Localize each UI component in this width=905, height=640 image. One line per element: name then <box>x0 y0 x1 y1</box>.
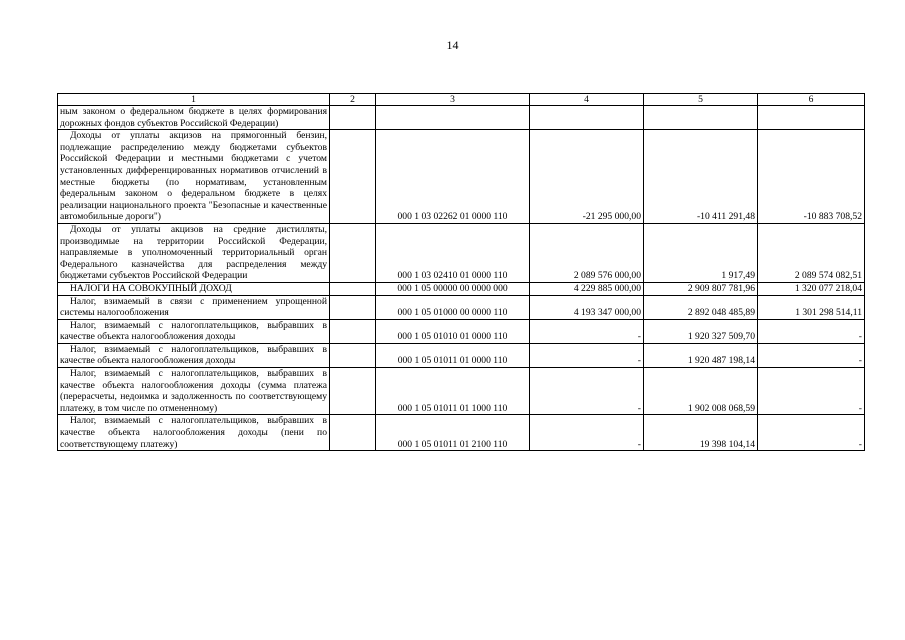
row-col4: - <box>530 415 644 451</box>
row-description: Доходы от уплаты акцизов на средние дистилляты, производимые на территории Российской Федерации, направляемые в уполномоченный территориальный орган Федерального казначейства для распределения между бюджетами субъектов Российской Федерации <box>58 223 330 282</box>
row-description: Налог, взимаемый с налогоплательщиков, выбравших в качестве объекта налогообложения доходы (пени по соответствующему платежу) <box>58 415 330 451</box>
row-col2 <box>330 130 376 224</box>
row-col2 <box>330 343 376 367</box>
row-col2 <box>330 415 376 451</box>
column-header-3: 3 <box>376 94 530 106</box>
row-col4: 4 229 885 000,00 <box>530 282 644 295</box>
row-col6: -10 883 708,52 <box>758 130 865 224</box>
row-col6: - <box>758 415 865 451</box>
page-number: 14 <box>446 38 459 52</box>
row-code: 000 1 05 01011 01 1000 110 <box>376 368 530 415</box>
row-code: 000 1 03 02262 01 0000 110 <box>376 130 530 224</box>
table-row <box>58 319 865 343</box>
row-code: 000 1 05 01011 01 0000 110 <box>376 343 530 367</box>
table-row <box>58 343 865 367</box>
row-code: 000 1 05 01011 01 2100 110 <box>376 415 530 451</box>
row-col2 <box>330 223 376 282</box>
row-description: ным законом о федеральном бюджете в целях формирования дорожных фондов субъектов Российской Федерации) <box>58 106 330 130</box>
row-col5: 1 920 327 509,70 <box>644 319 758 343</box>
row-col5: 2 892 048 485,89 <box>644 295 758 319</box>
table-row <box>58 368 865 415</box>
row-col6 <box>758 106 865 130</box>
row-col2 <box>330 319 376 343</box>
row-code <box>376 106 530 130</box>
row-col6: 1 301 298 514,11 <box>758 295 865 319</box>
row-col4: 2 089 576 000,00 <box>530 223 644 282</box>
row-col5: 1 917,49 <box>644 223 758 282</box>
row-col2 <box>330 368 376 415</box>
row-code: 000 1 05 01000 00 0000 110 <box>376 295 530 319</box>
row-col5: 2 909 807 781,96 <box>644 282 758 295</box>
row-description: Налог, взимаемый с налогоплательщиков, выбравших в качестве объекта налогообложения доходы (сумма платежа (перерасчеты, недоимка и задолженность по соответствующему платежу, в том числе по отмененному) <box>58 368 330 415</box>
row-col6: - <box>758 368 865 415</box>
table-row-section <box>58 282 865 295</box>
row-col2 <box>330 295 376 319</box>
table-row <box>58 295 865 319</box>
row-description: НАЛОГИ НА СОВОКУПНЫЙ ДОХОД <box>58 282 330 295</box>
row-col5: 19 398 104,14 <box>644 415 758 451</box>
row-col6: 1 320 077 218,04 <box>758 282 865 295</box>
column-header-row <box>58 94 865 106</box>
row-col4: - <box>530 319 644 343</box>
table-row <box>58 130 865 224</box>
row-col4: - <box>530 368 644 415</box>
row-code: 000 1 03 02410 01 0000 110 <box>376 223 530 282</box>
row-code: 000 1 05 00000 00 0000 000 <box>376 282 530 295</box>
row-description: Налог, взимаемый с налогоплательщиков, выбравших в качестве объекта налогообложения доходы <box>58 319 330 343</box>
row-description: Налог, взимаемый в связи с применением упрощенной системы налогообложения <box>58 295 330 319</box>
column-header-2: 2 <box>330 94 376 106</box>
column-header-6: 6 <box>758 94 865 106</box>
table-row <box>58 106 865 130</box>
row-description: Доходы от уплаты акцизов на прямогонный бензин, подлежащие распределению между бюджетами субъектов Российской Федерации и местными бюджетами с учетом установленных дифференцированных нормативов отчислений в местные бюджеты (по нормативам, установленным федеральным законом о федеральном бюджете в целях реализации национального проекта "Безопасные и качественные автомобильные дороги") <box>58 130 330 224</box>
row-description: Налог, взимаемый с налогоплательщиков, выбравших в качестве объекта налогообложения доходы <box>58 343 330 367</box>
row-col5: 1 902 008 068,59 <box>644 368 758 415</box>
row-code: 000 1 05 01010 01 0000 110 <box>376 319 530 343</box>
row-col5: 1 920 487 198,14 <box>644 343 758 367</box>
table-row <box>58 223 865 282</box>
column-header-1: 1 <box>58 94 330 106</box>
column-header-4: 4 <box>530 94 644 106</box>
row-col6: 2 089 574 082,51 <box>758 223 865 282</box>
row-col6: - <box>758 319 865 343</box>
row-col5 <box>644 106 758 130</box>
table-row <box>58 415 865 451</box>
column-header-5: 5 <box>644 94 758 106</box>
row-col5: -10 411 291,48 <box>644 130 758 224</box>
row-col4: - <box>530 343 644 367</box>
budget-table <box>57 93 865 451</box>
row-col2 <box>330 106 376 130</box>
row-col4: -21 295 000,00 <box>530 130 644 224</box>
row-col6: - <box>758 343 865 367</box>
row-col4 <box>530 106 644 130</box>
row-col4: 4 193 347 000,00 <box>530 295 644 319</box>
row-col2 <box>330 282 376 295</box>
